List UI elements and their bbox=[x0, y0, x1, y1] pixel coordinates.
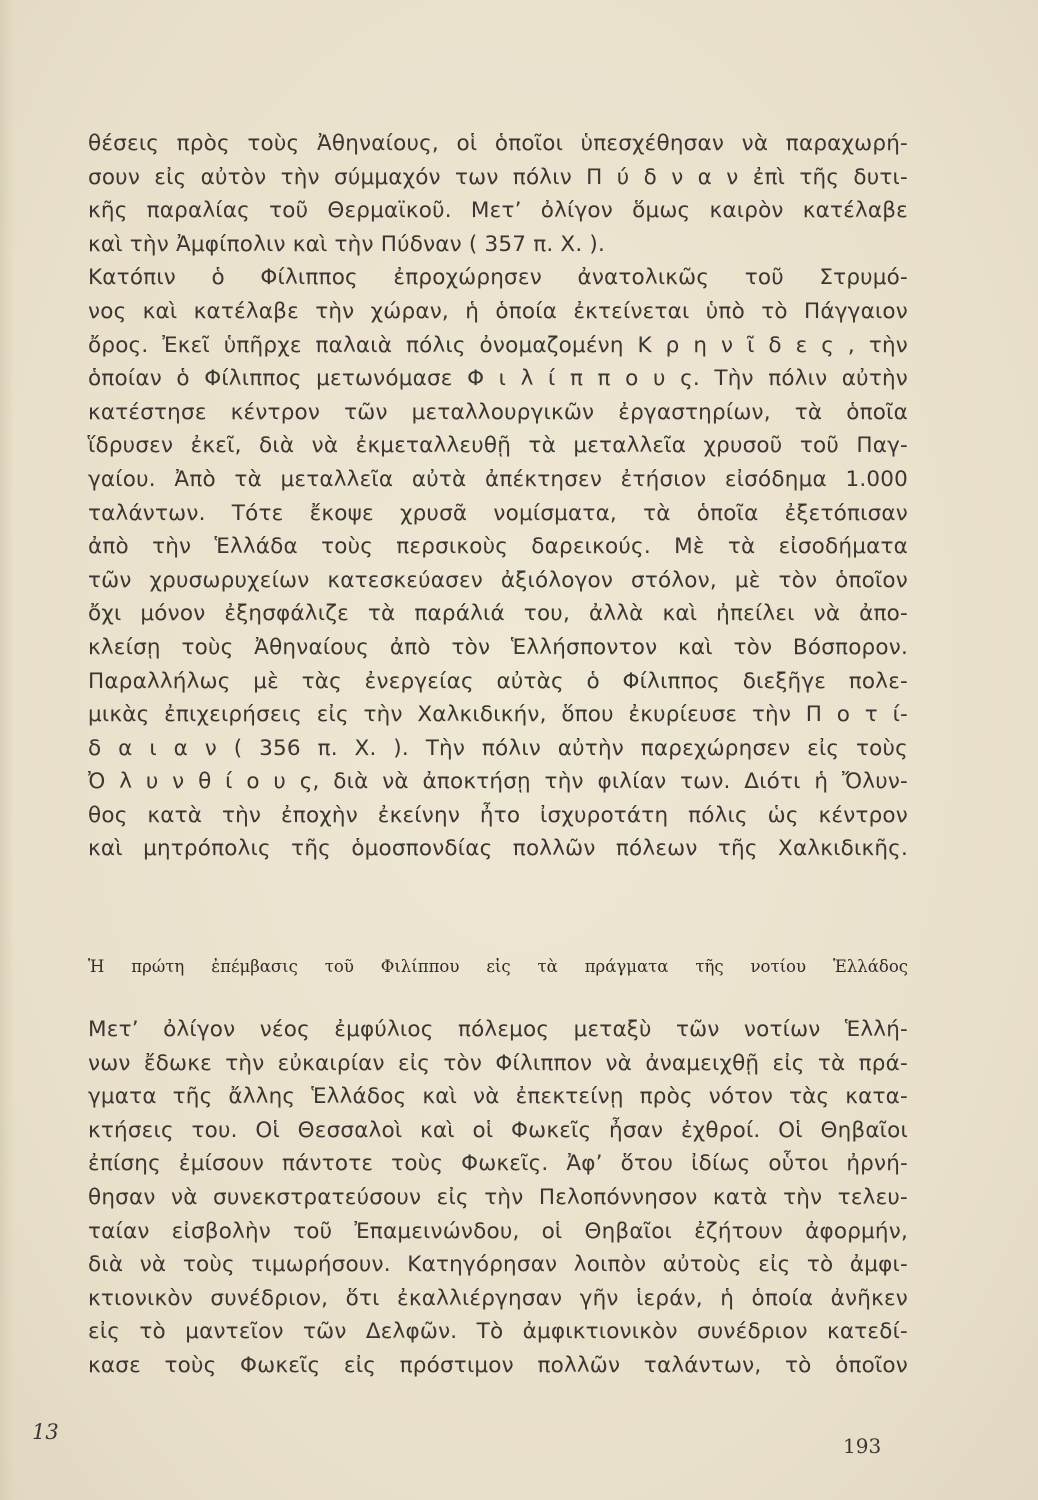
text-line: Ὀ λ υ ν θ ί ο υ ς, διὰ νὰ ἀποκτήσῃ τὴν φιλίαν των. Διότι ἡ Ὄλυν- bbox=[88, 769, 908, 795]
text-line: ἐπίσης ἐμίσουν πάντοτε τοὺς Φωκεῖς. Ἀφ’ ὅτου ἰδίως οὗτοι ἠρνή- bbox=[88, 1151, 908, 1177]
text-line: θησαν νὰ συνεκστρατεύσουν εἰς τὴν Πελοπόννησον κατὰ τὴν τελευ- bbox=[88, 1184, 908, 1210]
text-line: ὄχι μόνον ἐξησφάλιζε τὰ παράλιά του, ἀλλὰ καὶ ἠπείλει νὰ ἀπο- bbox=[88, 601, 908, 627]
text-line: εἰς τὸ μαντεῖον τῶν Δελφῶν. Τὸ ἀμφικτιονικὸν συνέδριον κατεδί- bbox=[88, 1319, 908, 1345]
page-number: 193 bbox=[843, 1434, 882, 1458]
text-line: ὁποίαν ὁ Φίλιππος μετωνόμασε Φ ι λ ί π π ο υ ς. Τὴν πόλιν αὐτὴν bbox=[88, 366, 908, 392]
text-line: μικὰς ἐπιχειρήσεις εἰς τὴν Χαλκιδικήν, ὅπου ἐκυρίευσε τὴν Π ο τ ί- bbox=[88, 702, 908, 728]
text-line: κατέστησε κέντρον τῶν μεταλλουργικῶν ἐργαστηρίων, τὰ ὁποῖα bbox=[88, 399, 908, 425]
text-line: ταίαν εἰσβολὴν τοῦ Ἐπαμεινώνδου, οἱ Θηβαῖοι ἐζήτουν ἀφορμήν, bbox=[88, 1218, 908, 1244]
text-line: θέσεις πρὸς τοὺς Ἀθηναίους, οἱ ὁποῖοι ὑπεσχέθησαν νὰ παραχωρή- bbox=[88, 131, 908, 156]
text-line: νος καὶ κατέλαβε τὴν χώραν, ἡ ὁποία ἐκτείνεται ὑπὸ τὸ Πάγγαιον bbox=[88, 298, 908, 324]
text-line: σουν εἰς αὐτὸν τὴν σύμμαχόν των πόλιν Π ύ δ ν α ν ἐπὶ τῆς δυτι- bbox=[88, 164, 908, 190]
text-line: Κατόπιν ὁ Φίλιππος ἐπροχώρησεν ἀνατολικῶς τοῦ Στρυμό- bbox=[88, 265, 908, 291]
text-line: Μετ’ ὀλίγον νέος ἐμφύλιος πόλεμος μεταξὺ τῶν νοτίων Ἑλλή- bbox=[88, 1017, 908, 1042]
text-line: διὰ νὰ τοὺς τιμωρήσουν. Κατηγόρησαν λοιπὸν αὐτοὺς εἰς τὸ ἀμφι- bbox=[88, 1252, 908, 1278]
text-line: νων ἔδωκε τὴν εὐκαιρίαν εἰς τὸν Φίλιππον νὰ ἀναμειχθῇ εἰς τὰ πρά- bbox=[88, 1050, 908, 1076]
text-line: κασε τοὺς Φωκεῖς εἰς πρόστιμον πολλῶν ταλάντων, τὸ ὁποῖον bbox=[88, 1352, 908, 1378]
text-line: ἵδρυσεν ἐκεῖ, διὰ νὰ ἐκμεταλλευθῇ τὰ μεταλλεῖα χρυσοῦ τοῦ Παγ- bbox=[88, 433, 908, 459]
body-text-bottom bbox=[88, 1013, 908, 1383]
text-line: κλείσῃ τοὺς Ἀθηναίους ἀπὸ τὸν Ἑλλήσποντον καὶ τὸν Βόσπορον. bbox=[88, 634, 908, 660]
text-line: καὶ τὴν Ἀμφίπολιν καὶ τὴν Πύδναν ( 357 π. Χ. ). bbox=[88, 231, 606, 257]
text-line: ὄρος. Ἐκεῖ ὑπῆρχε παλαιὰ πόλις ὀνομαζομένη Κ ρ η ν ῖ δ ε ς , τὴν bbox=[88, 332, 908, 358]
text-line: γαίου. Ἀπὸ τὰ μεταλλεῖα αὐτὰ ἀπέκτησεν ἐτήσιον εἰσόδημα 1.000 bbox=[88, 466, 908, 492]
text-line: Παραλλήλως μὲ τὰς ἐνεργείας αὐτὰς ὁ Φίλιππος διεξῆγε πολε- bbox=[88, 668, 908, 694]
text-line: γματα τῆς ἄλλης Ἑλλάδος καὶ νὰ ἐπεκτείνῃ πρὸς νότον τὰς κατα- bbox=[88, 1084, 908, 1110]
text-line: θος κατὰ τὴν ἐποχὴν ἐκείνην ἦτο ἰσχυροτάτη πόλις ὡς κέντρον bbox=[88, 802, 908, 828]
text-line: ἀπὸ τὴν Ἑλλάδα τοὺς περσικοὺς δαρεικούς. Μὲ τὰ εἰσοδήματα bbox=[88, 534, 908, 560]
body-text-top bbox=[88, 127, 908, 866]
text-line: κτήσεις του. Οἱ Θεσσαλοὶ καὶ οἱ Φωκεῖς ἦσαν ἐχθροί. Οἱ Θηβαῖοι bbox=[88, 1117, 908, 1143]
text-line: ταλάντων. Τότε ἔκοψε χρυσᾶ νομίσματα, τὰ ὁποῖα ἐξετόπισαν bbox=[88, 500, 908, 526]
text-line: κῆς παραλίας τοῦ Θερμαϊκοῦ. Μετ’ ὀλίγον ὅμως καιρὸν κατέλαβε bbox=[88, 198, 908, 224]
page-edge-shadow bbox=[0, 0, 14, 1500]
text-line: τῶν χρυσωρυχείων κατεσκεύασεν ἀξιόλογον στόλον, μὲ τὸν ὁποῖον bbox=[88, 567, 908, 593]
text-line: καὶ μητρόπολις τῆς ὁμοσπονδίας πολλῶν πόλεων τῆς Χαλκιδικῆς. bbox=[88, 836, 908, 862]
section-heading: Ἡ πρώτη ἐπέμβασις τοῦ Φιλίππου εἰς τὰ πράγματα τῆς νοτίου Ἑλλάδος bbox=[88, 957, 908, 976]
text-line: κτιονικὸν συνέδριον, ὅτι ἐκαλλιέργησαν γῆν ἱεράν, ἡ ὁποία ἀνῆκεν bbox=[88, 1285, 908, 1311]
signature-mark: 13 bbox=[32, 1420, 59, 1444]
text-line: δ α ι α ν ( 356 π. Χ. ). Τὴν πόλιν αὐτὴν παρεχώρησεν εἰς τοὺς bbox=[88, 735, 908, 761]
